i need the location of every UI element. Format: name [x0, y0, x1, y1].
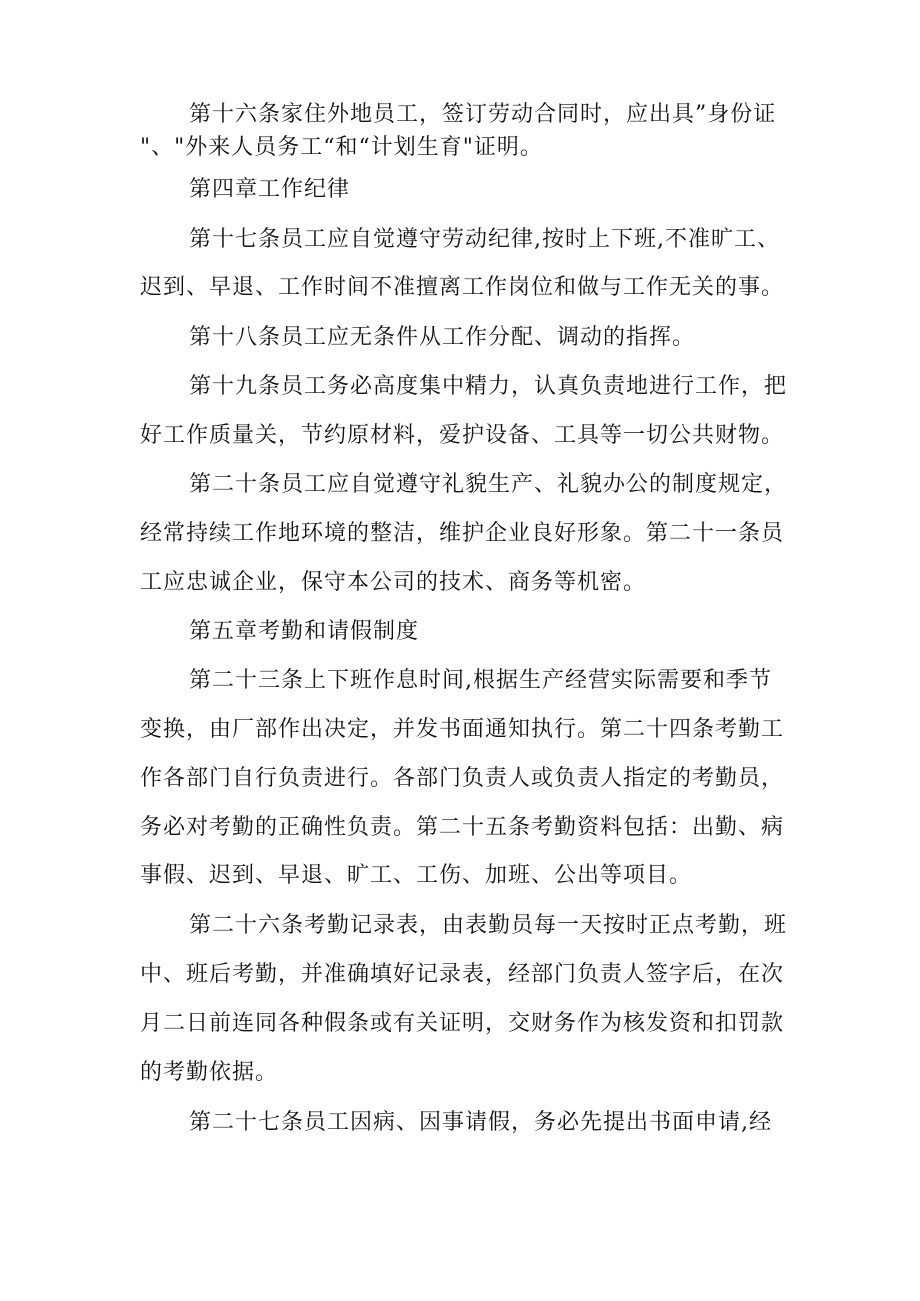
- text-line: 第十七条员工应自觉遵守劳动纪律,按时上下班,不准旷工、: [189, 227, 780, 252]
- text-line: 作各部门自行负责进行。各部门负责人或负责人指定的考勤员，: [140, 766, 785, 791]
- text-line: 第二十条员工应自觉遵守礼貌生产、礼貌办公的制度规定，: [189, 472, 788, 497]
- text-line: 第十九条员工务必高度集中精力，认真负责地进行工作，把: [189, 374, 788, 399]
- text-line: 第二十七条员工因病、因事请假，务必先提出书面申请,经: [189, 1110, 772, 1135]
- text-line: 好工作质量关，节约原材料，爱护设备、工具等一切公共财物。: [140, 423, 785, 448]
- text-line: "、"外来人员务工“和“计划生育"证明。: [140, 135, 543, 160]
- text-line: 迟到、早退、工作时间不准擅离工作岗位和做与工作无关的事。: [140, 275, 785, 300]
- text-line: 中、班后考勤，并准确填好记录表，经部门负责人签字后，在次: [140, 962, 785, 987]
- text-line: 工应忠诚企业，保守本公司的技术、商务等机密。: [140, 570, 647, 595]
- text-line: 月二日前连同各种假条或有关证明，交财务作为核发资和扣罚款: [140, 1011, 785, 1036]
- text-line: 的考勤依据。: [140, 1060, 279, 1085]
- text-line: 第二十三条上下班作息时间,根据生产经营实际需要和季节: [189, 668, 772, 693]
- text-line: 事假、迟到、早退、旷工、工伤、加班、公出等项目。: [140, 863, 693, 888]
- text-line: 经常持续工作地环境的整洁，维护企业良好形象。第二十一条员: [140, 521, 785, 546]
- text-line: 务必对考勤的正确性负责。第二十五条考勤资料包括：出勤、病: [140, 815, 785, 840]
- text-line: 第十六条家住外地员工，签订劳动合同时，应出具”身份证: [189, 102, 777, 127]
- text-line: 第十八条员工应无条件从工作分配、调动的指挥。: [189, 325, 696, 350]
- text-line: 第二十六条考勤记录表，由表勤员每一天按时正点考勤，班: [189, 913, 788, 938]
- text-line: 变换，由厂部作出决定，并发书面通知执行。第二十四条考勤工: [140, 717, 785, 742]
- chapter-heading: 第四章工作纪律: [189, 177, 351, 202]
- chapter-heading: 第五章考勤和请假制度: [189, 619, 420, 644]
